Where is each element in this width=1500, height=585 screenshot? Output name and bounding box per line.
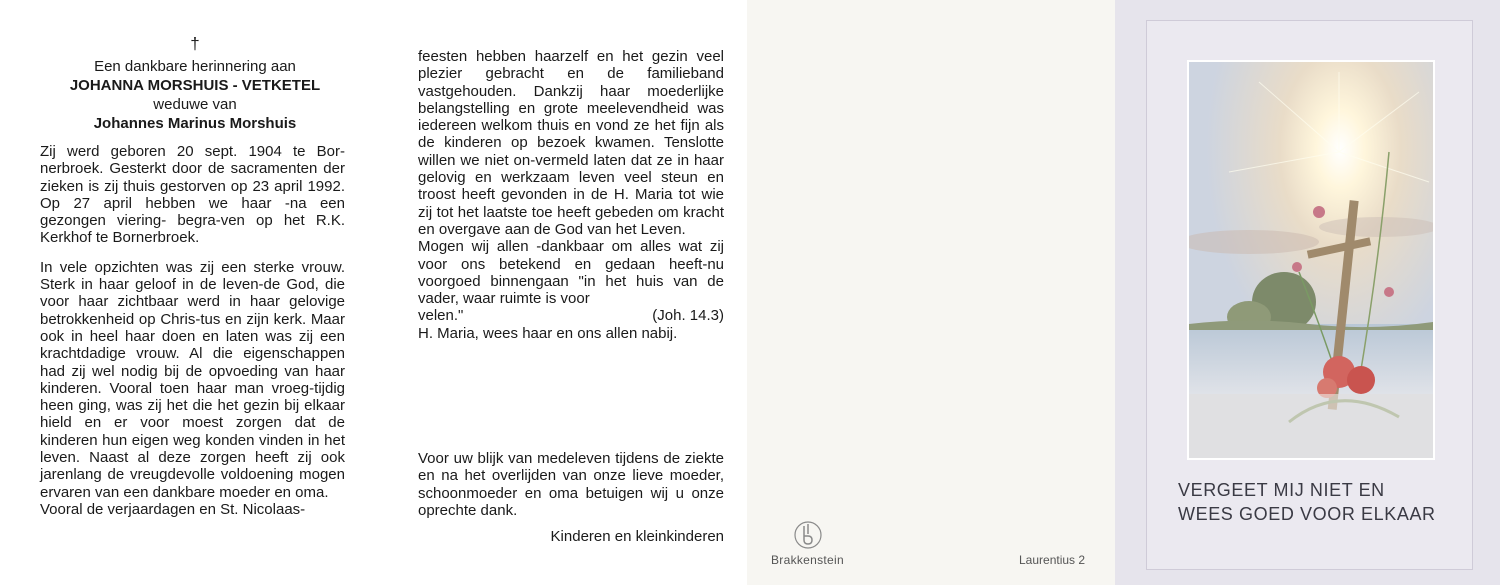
relation-line: weduwe van bbox=[153, 96, 237, 113]
continued-paragraph-2: Mogen wij allen -dankbaar om alles wat zij voor ons betekend en gedaan heeft-nu voorgoed binnengaan "in het huis van de vader, waar ruimte is voor bbox=[418, 238, 724, 308]
thanks-paragraph: Voor uw blijk van medeleven tijdens de ziekte en na het overlijden van onze lieve moeder, schoonmoeder en oma betuigen wij u onze oprechte dank. bbox=[418, 450, 724, 519]
motto-text bbox=[1178, 478, 1436, 526]
deceased-name: JOHANNA MORSHUIS - VETKETEL bbox=[69, 77, 321, 94]
card-front-panel bbox=[1115, 0, 1500, 585]
quote-citation-row bbox=[418, 307, 724, 324]
biography-paragraph-2: In vele opzichten was zij een sterke vrouw. Sterk in haar geloof in de leven-de God, die voor haar zichtbaar werd in haar gelovige betrokkenheid op Chris-tus en zijn kerk. Maar ook in heel haar doen en laten was zij een krachtdadige vrouw. Al die eigenschappen had zij wel nodig bij de opvoeding van haar kinderen. Vooral toen haar man vroeg-tijdig heen ging, was zij het die het gezin bij elkaar hield en er voor moest zorgen dat de kinderen hun eigen weg konden vinden in het leven. Naast al deze zorgen heeft zij ook jarenlang de vreugdevolle voldoening mogen ervaren van een dankbare moeder en oma. bbox=[40, 258, 345, 501]
quote-end: velen." bbox=[418, 307, 464, 325]
bible-citation: (Joh. 14.3) bbox=[652, 307, 724, 325]
biography-paragraph-3: Vooral de verjaardagen en St. Nicolaas- bbox=[40, 500, 306, 518]
publisher-logo-icon bbox=[793, 520, 823, 550]
continued-paragraph-1: feesten hebben haarzelf en het gezin veel plezier gebracht en de familieband vastgehouden. Dankzij haar moederlijke belangstelling en grote meelevendheid was iedereen welkom thuis en vond ze het fijn als de kinderen op bezoek kwamen. Tenslotte willen we niet on-vermeld laten dat ze in haar gelovig en werkzaam leven veel steun en troost heeft gevonden in de H. Maria tot wie zij tot het laatste toe heeft gebeden om kracht en overgave aan de God van het Leven. bbox=[418, 48, 724, 238]
left-text-panel bbox=[0, 0, 375, 585]
motto-line-2: WEES GOED VOOR ELKAAR bbox=[1178, 504, 1436, 524]
series-name: Laurentius 2 bbox=[1019, 553, 1086, 567]
biography-continued bbox=[418, 48, 724, 342]
intro-line: Een dankbare herinnering aan bbox=[94, 58, 296, 75]
painting-illustration bbox=[1189, 62, 1433, 458]
cross-icon: † bbox=[190, 34, 200, 53]
biography-paragraph-1: Zij werd geboren 20 sept. 1904 te Bor-nerbroek. Gesterkt door de sacramenten der zieken is zij thuis gestorven op 23 april 1992. Op 27 april hebben we haar -na een gezongen viering- begra-ven op het R.K. Kerkhof te Bornerbroek. bbox=[40, 143, 345, 247]
prayer-line: H. Maria, wees haar en ons allen nabij. bbox=[418, 324, 678, 342]
card-back-panel bbox=[747, 0, 1115, 585]
middle-text-panel bbox=[375, 0, 747, 585]
biography bbox=[40, 143, 345, 530]
spouse-name: Johannes Marinus Morshuis bbox=[93, 115, 297, 132]
motto-line-1: VERGEET MIJ NIET EN bbox=[1178, 480, 1385, 500]
signature: Kinderen en kleinkinderen bbox=[550, 528, 724, 545]
memorial-header bbox=[40, 34, 350, 133]
cross-landscape-painting bbox=[1187, 60, 1435, 460]
publisher-name: Brakkenstein bbox=[771, 553, 844, 567]
